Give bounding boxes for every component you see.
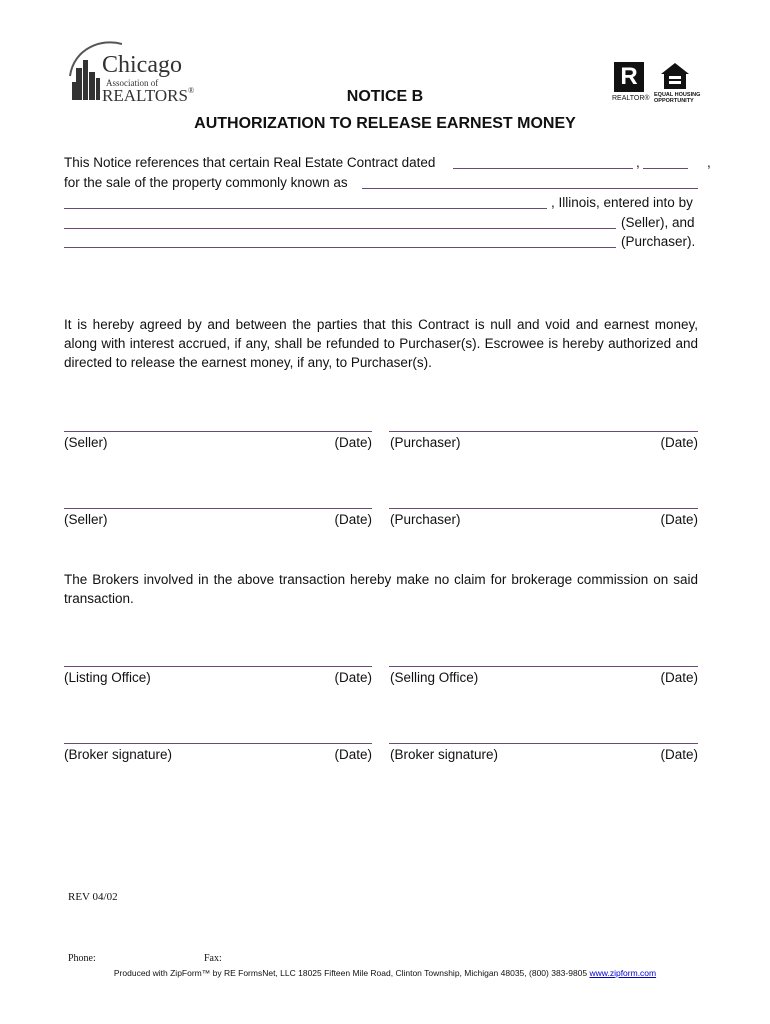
intro-line1: This Notice references that certain Real Estate Contract dated [64, 155, 436, 170]
listing-broker-signature-line[interactable] [64, 743, 372, 744]
date-label: (Date) [334, 747, 372, 762]
purchaser-name-field[interactable] [64, 247, 616, 248]
contract-date-field[interactable] [453, 168, 633, 169]
date-label: (Date) [334, 512, 372, 527]
date-label: (Date) [660, 512, 698, 527]
seller-label: (Seller) [64, 512, 108, 527]
eho-line1: EQUAL HOUSING [654, 92, 701, 98]
comma-1: , [636, 155, 640, 170]
realtor-r-icon: R [614, 62, 644, 92]
selling-broker-label-row [390, 747, 698, 762]
intro-line2: for the sale of the property commonly known as [64, 175, 348, 190]
seller-name-field[interactable] [64, 228, 616, 229]
purchaser-label-row-1 [390, 435, 698, 450]
selling-broker-signature-line[interactable] [389, 743, 698, 744]
brokers-paragraph: The Brokers involved in the above transaction hereby make no claim for brokerage commission on said transaction. [64, 572, 698, 606]
selling-office-label: (Selling Office) [390, 670, 479, 685]
page-title: AUTHORIZATION TO RELEASE EARNEST MONEY [194, 115, 576, 132]
purchaser-signature-line-1[interactable] [389, 431, 698, 432]
listing-broker-label-row [64, 747, 372, 762]
date-label: (Date) [660, 747, 698, 762]
logo-chicago-text: Chicago [102, 52, 182, 78]
selling-office-line[interactable] [389, 666, 698, 667]
produced-by-text: Produced with ZipForm™ by RE FormsNet, LLC 18025 Fifteen Mile Road, Clinton Township, Michigan 48035, (800) 383-9805 [113, 968, 588, 978]
equal-housing-house-icon [660, 62, 690, 90]
contract-year-field[interactable] [643, 168, 688, 169]
seller-label-row-1 [64, 435, 372, 450]
purchaser-label: (Purchaser) [390, 512, 461, 527]
seller-label: (Seller) [64, 435, 108, 450]
date-label: (Date) [660, 670, 698, 685]
agreement-paragraph: It is hereby agreed by and between the parties that this Contract is null and void and earnest money, along with interest accrued, if any, shall be refunded to Purchaser(s). Escrowee is hereby authorized and directed to release the earnest money, if any, to Purchaser(s). [64, 317, 698, 370]
date-label: (Date) [334, 670, 372, 685]
logo-realtors-text: REALTORS® [102, 86, 195, 105]
date-label: (Date) [334, 435, 372, 450]
realtor-label: REALTOR® [612, 95, 650, 102]
revision-label: REV 04/02 [68, 891, 118, 903]
phone-label: Phone: [68, 953, 96, 964]
purchaser-text: (Purchaser). [621, 234, 696, 249]
zipform-link[interactable]: www.zipform.com [589, 968, 657, 978]
seller-label-row-2 [64, 512, 372, 527]
listing-office-label: (Listing Office) [64, 670, 151, 685]
purchaser-signature-line-2[interactable] [389, 508, 698, 509]
seller-text: (Seller), and [621, 215, 695, 230]
notice-title: NOTICE B [346, 88, 424, 105]
broker-signature-label: (Broker signature) [390, 747, 499, 762]
selling-office-label-row [390, 670, 698, 685]
date-label: (Date) [660, 435, 698, 450]
produced-by-line [0, 968, 770, 978]
property-address-field-2[interactable] [64, 208, 547, 209]
broker-signature-label: (Broker signature) [64, 747, 173, 762]
purchaser-label-row-2 [390, 512, 698, 527]
logo-association-text: Association of [106, 78, 159, 88]
seller-signature-line-1[interactable] [64, 431, 372, 432]
listing-office-line[interactable] [64, 666, 372, 667]
property-address-field-1[interactable] [362, 188, 698, 189]
comma-2: , [707, 155, 711, 170]
purchaser-label: (Purchaser) [390, 435, 461, 450]
illinois-text: , Illinois, entered into by [551, 195, 693, 210]
fax-label: Fax: [204, 953, 222, 964]
eho-line2: OPPORTUNITY [654, 98, 694, 104]
listing-office-label-row [64, 670, 372, 685]
seller-signature-line-2[interactable] [64, 508, 372, 509]
